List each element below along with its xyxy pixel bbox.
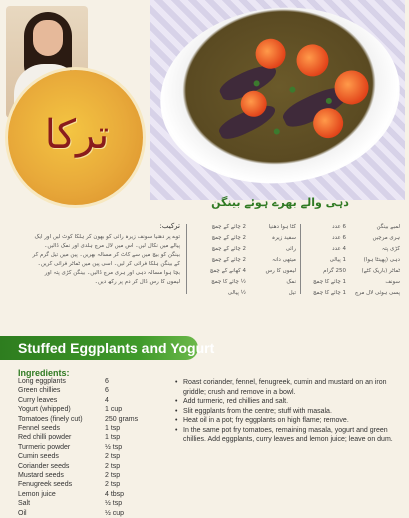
ingredient-row: [18, 443, 168, 452]
ingredient-qty: 6: [105, 387, 109, 395]
urdu-ingredient: تیل: [288, 290, 296, 296]
dish-title-urdu: دہی والے بھرے ہوئے بینگن: [211, 196, 349, 209]
urdu-method-line: بچا ہوا مسالہ دہی اور ہری مرچ ڈالیں۔ بینگن کڑی پتہ اور: [44, 270, 180, 276]
method-step: • Add turmeric, red chillies and salt.: [175, 397, 400, 407]
urdu-ingredient: نمک: [286, 279, 296, 285]
recipe-title-banner: [0, 336, 215, 360]
urdu-qty: 1 چائے کا چمچ: [313, 279, 346, 285]
ingredient-name: Mustard seeds: [18, 472, 64, 480]
ingredient-qty: 4: [105, 396, 109, 404]
urdu-qty: 1 پیالی: [329, 257, 346, 263]
urdu-ingredient: پسی ہوئی لال مرچ: [354, 290, 400, 296]
urdu-qty: 4 کھانے کے چمچ: [209, 268, 246, 274]
urdu-ingredient: سفید زیرہ: [271, 235, 296, 241]
show-logo-text: ترکا: [44, 112, 110, 158]
ingredient-qty: 2 tsp: [105, 462, 121, 470]
ingredients-list: [18, 377, 168, 518]
urdu-method-line: پیالے میں نکال لیں۔ اس میں لال مرچ ہلدی اور نمک ڈالیں۔: [44, 243, 180, 249]
urdu-ingredient: ٹماٹر (باریک کٹے): [361, 268, 400, 274]
ingredient-row: [18, 405, 168, 414]
ingredient-row: [18, 396, 168, 405]
ingredient-row: [18, 377, 168, 386]
ingredient-name: Turmeric powder: [18, 443, 71, 451]
urdu-qty: 6 عدد: [332, 235, 346, 241]
ingredient-name: Green chillies: [18, 387, 61, 395]
urdu-ingredients-1: [354, 222, 400, 299]
ingredient-row: [18, 452, 168, 461]
ingredient-name: Coriander seeds: [18, 462, 70, 470]
urdu-qty: 4 عدد: [332, 246, 346, 252]
urdu-ingredient: رائی: [285, 246, 296, 252]
urdu-ingredient: میتھی دانہ: [272, 257, 296, 263]
ingredient-row: [18, 415, 168, 424]
ingredient-qty: 1 tsp: [105, 425, 121, 433]
ingredient-name: Long eggplants: [18, 378, 66, 385]
ingredient-name: Fennel seeds: [18, 425, 61, 433]
ingredient-row: [18, 386, 168, 395]
method-step: • Heat oil in a pot; fry eggplants on high flame; remove.: [175, 416, 400, 426]
method-step: • In the same pot fry tomatoes, remaining masala, yogurt and green chillies. Add eggplants, curry leaves and lemon juice; leave on dum.: [175, 426, 400, 445]
ingredient-row: [18, 471, 168, 480]
ingredient-qty: 6: [105, 378, 109, 385]
ingredient-name: Cumin seeds: [18, 453, 59, 461]
urdu-qty: 1 چائے کا چمچ: [313, 290, 346, 296]
urdu-recipe: [8, 222, 400, 322]
method-step: • Slit eggplants from the centre; stuff with masala.: [175, 407, 400, 417]
urdu-method-line: بینگن کو بیچ میں سے کاٹ کر مسالہ بھریں۔ پین میں تیل گرم کر: [32, 252, 180, 258]
ingredient-qty: 250 grams: [105, 415, 139, 423]
ingredient-row: [18, 480, 168, 489]
ingredient-name: Yogurt (whipped): [18, 406, 71, 414]
ingredient-name: Curry leaves: [18, 396, 58, 404]
ingredient-name: Salt: [18, 500, 31, 508]
urdu-ingredient: کڑی پتہ: [381, 246, 400, 252]
ingredient-name: Oil: [18, 509, 27, 517]
urdu-ingredient: لیموں کا رس: [265, 268, 296, 274]
ingredient-row: [18, 509, 168, 518]
urdu-qty: 2 چائے کے چمچ: [211, 235, 246, 241]
ingredient-qty: 1 cup: [105, 406, 123, 414]
ingredient-row: [18, 499, 168, 508]
ingredient-row: [18, 462, 168, 471]
urdu-ingredient: ہری مرچیں: [372, 235, 400, 241]
urdu-qty: ½ چائے کا چمچ: [211, 279, 246, 285]
ingredient-qty: ½ tsp: [105, 443, 123, 451]
urdu-method-line: لیموں کا رس ڈال کر دم پر رکھ دیں۔: [94, 279, 180, 285]
divider: [186, 224, 187, 294]
ingredient-qty: 1 tsp: [105, 434, 121, 442]
urdu-method-line: توے پر دھنیا سونف زیرہ رائی کو بھون کر ہلکا کوٹ لیں اور ایک: [34, 234, 180, 240]
ingredient-row: [18, 433, 168, 442]
urdu-qty: ½ پیالی: [227, 290, 246, 296]
urdu-qty: 250 گرام: [323, 268, 346, 274]
ingredient-name: Red chilli powder: [18, 434, 72, 442]
ingredient-row: [18, 424, 168, 433]
urdu-quantities-1: [304, 222, 346, 299]
method-step: • Roast coriander, fennel, fenugreek, cumin and mustard on an iron griddle; crush and remove in a bowl.: [175, 378, 400, 397]
divider: [300, 224, 301, 294]
header-area: [0, 0, 405, 215]
urdu-ingredient: دہی (پھینٹا ہوا): [363, 257, 400, 263]
urdu-quantities-2: [190, 222, 246, 299]
urdu-method: [8, 222, 180, 302]
ingredient-row: [18, 490, 168, 499]
ingredient-qty: 2 tsp: [105, 472, 121, 480]
urdu-method-heading: ترکیب:: [159, 222, 180, 230]
urdu-ingredients-2: [254, 222, 296, 299]
ingredient-qty: 2 tsp: [105, 481, 121, 489]
urdu-qty: 2 چائے کے چمچ: [211, 224, 246, 230]
urdu-qty: 2 چائے کے چمچ: [211, 257, 246, 263]
ingredient-qty: 2 tsp: [105, 453, 121, 461]
urdu-qty: 6 عدد: [332, 224, 346, 230]
show-logo-circle: [8, 70, 143, 205]
recipe-title: Stuffed Eggplants and Yogurt: [18, 340, 215, 356]
ingredient-name: Tomatoes (finely cut): [18, 415, 83, 423]
urdu-ingredient: سونف: [385, 279, 400, 285]
method-steps: [175, 378, 400, 445]
urdu-method-line: کے بینگن ہلکا فرائی کر لیں۔ اسی پین میں ٹماٹر فرائی کریں۔: [37, 261, 180, 267]
ingredient-qty: ½ tsp: [105, 500, 123, 508]
urdu-ingredient: لمبے بینگن: [376, 224, 400, 230]
urdu-ingredient: کٹا ہوا دھنیا: [268, 224, 296, 230]
ingredients-heading: Ingredients:: [18, 368, 70, 378]
ingredient-qty: ½ cup: [105, 509, 125, 517]
ingredient-qty: 4 tbsp: [105, 490, 125, 498]
ingredient-name: Fenugreek seeds: [18, 481, 73, 489]
urdu-qty: 2 چائے کے چمچ: [211, 246, 246, 252]
ingredient-name: Lemon juice: [18, 490, 56, 498]
